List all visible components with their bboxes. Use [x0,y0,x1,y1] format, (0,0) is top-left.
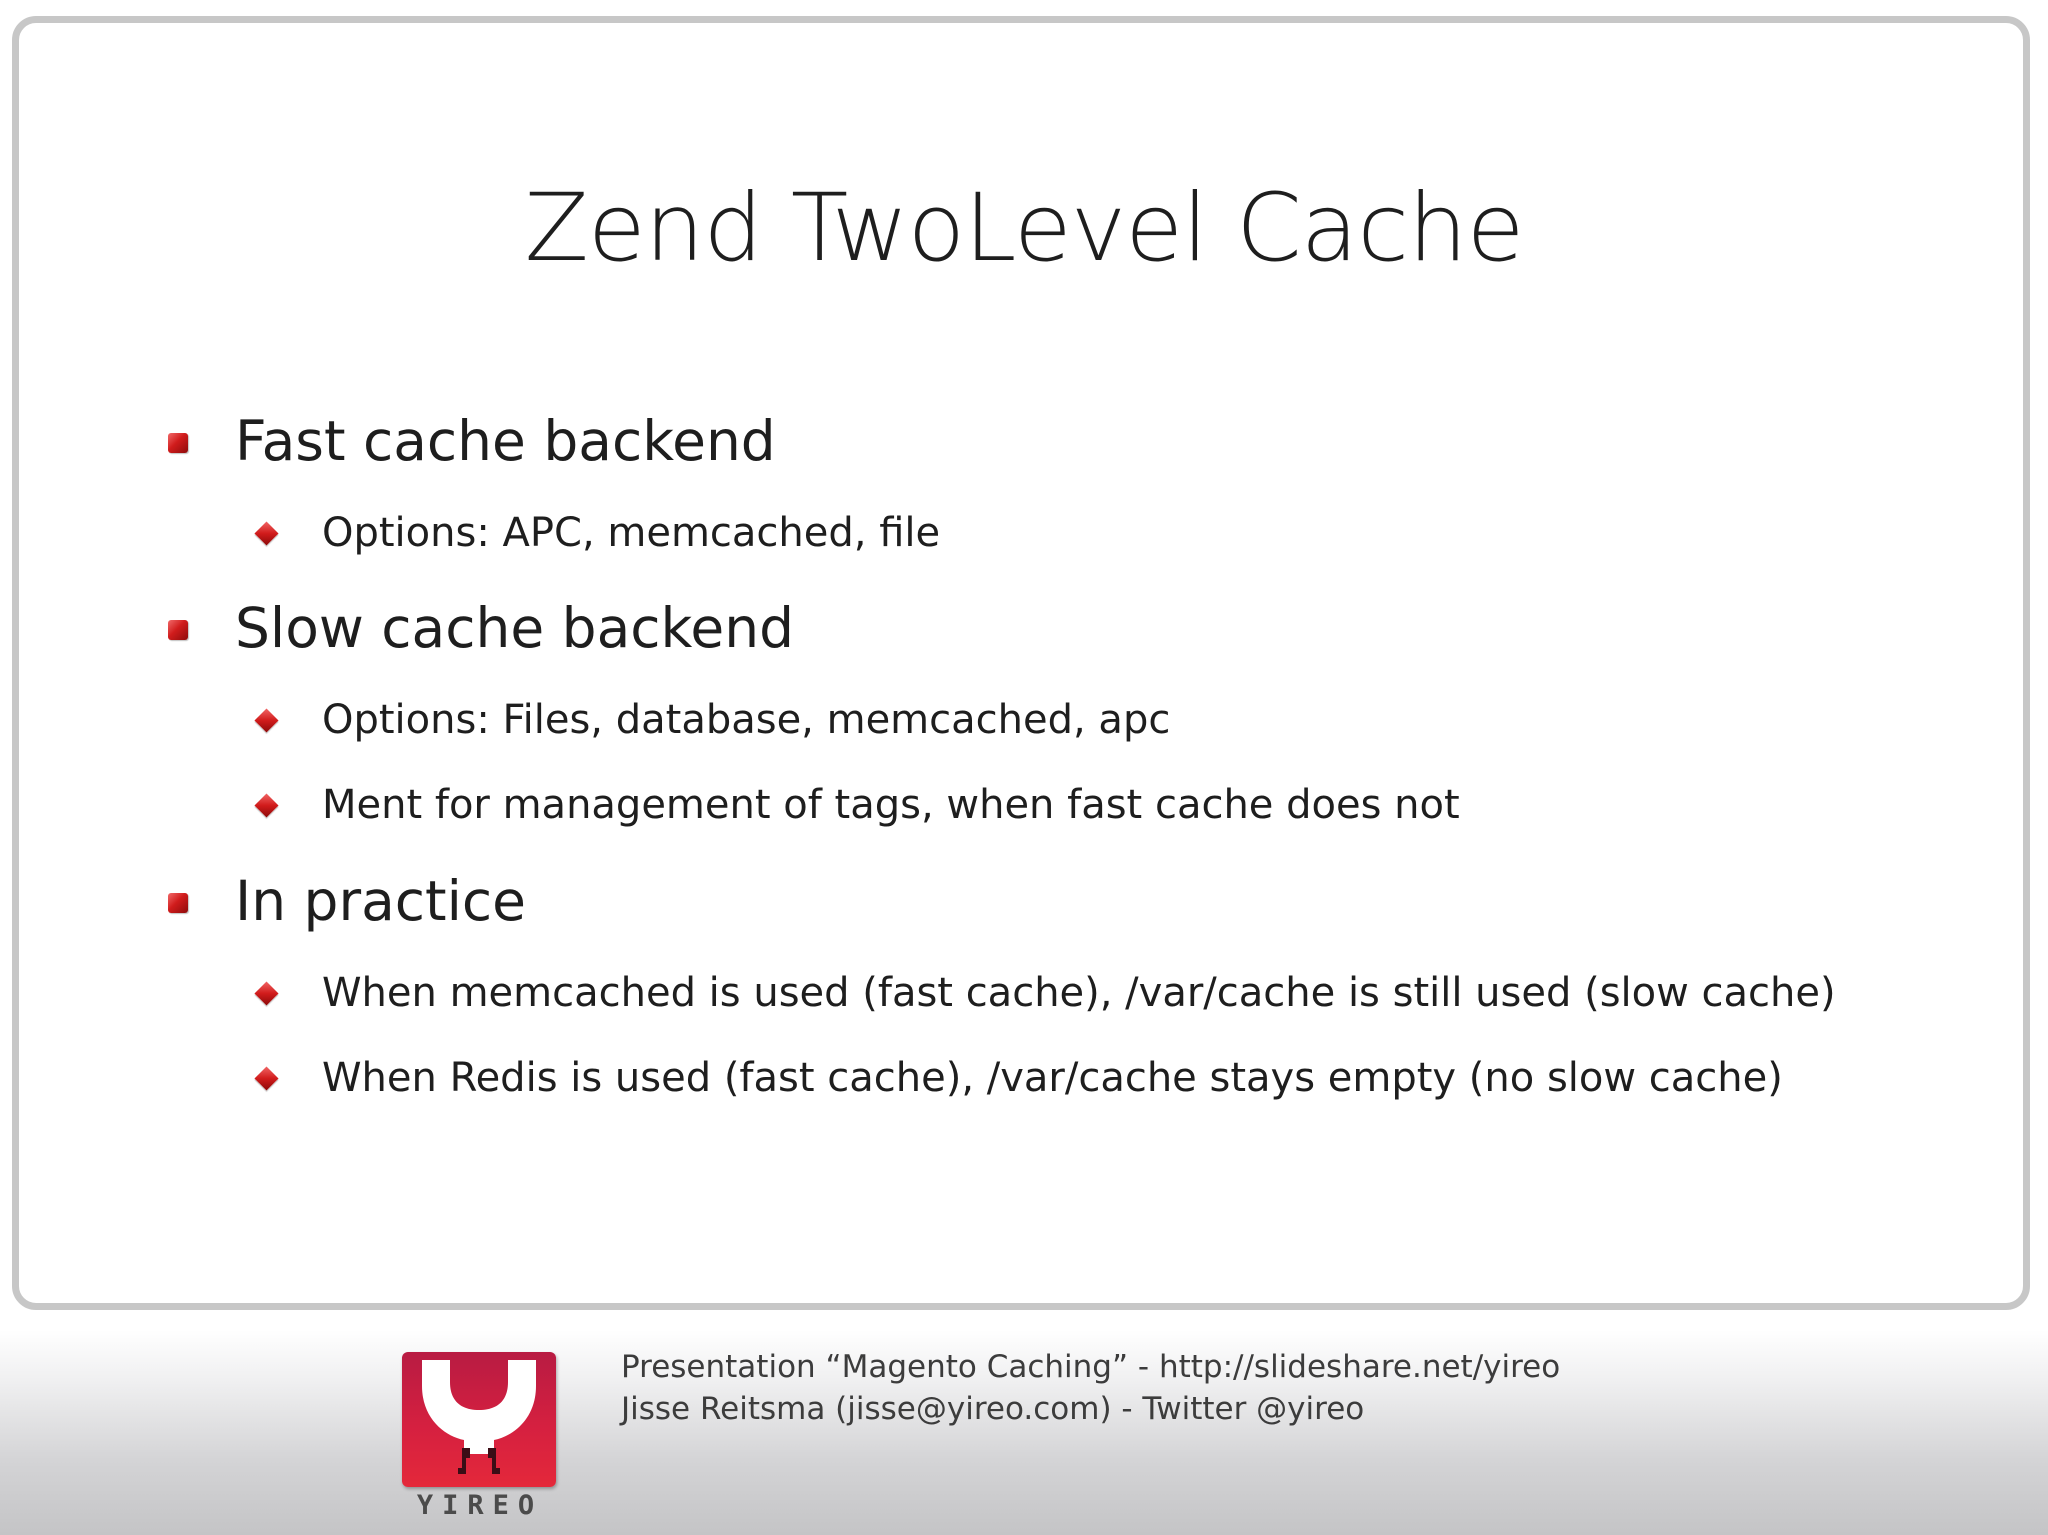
diamond-bullet-icon [254,521,278,545]
sub-bullet-text: Options: APC, memcached, file [322,510,941,556]
diamond-bullet-icon [254,793,278,817]
diamond-bullet-icon [254,981,278,1005]
bullet-text: Slow cache backend [235,596,795,660]
square-bullet-icon [168,893,188,913]
sub-bullet-text: When memcached is used (fast cache), /var/cache is still used (slow cache) [322,970,1836,1016]
yireo-logo [400,1350,560,1520]
sub-bullet-text: Ment for management of tags, when fast cache does not [322,782,1460,828]
square-bullet-icon [168,620,188,640]
logo-tile [402,1352,556,1487]
bullet-text: In practice [235,869,526,933]
sub-bullet-text: When Redis is used (fast cache), /var/cache stays empty (no slow cache) [322,1055,1783,1101]
logo-mark-icon [402,1352,556,1487]
bullet-text: Fast cache backend [235,409,776,473]
diamond-bullet-icon [254,708,278,732]
sub-bullet-text: Options: Files, database, memcached, apc [322,697,1171,743]
footer-line-author: Jisse Reitsma (jisse@yireo.com) - Twitter @yireo [621,1391,1365,1427]
square-bullet-icon [168,433,188,453]
slide-footer [0,1318,2048,1535]
slide-title: Zend TwoLevel Cache [524,174,1524,283]
footer-line-presentation: Presentation “Magento Caching” - http://slideshare.net/yireo [621,1349,1561,1385]
diamond-bullet-icon [254,1066,278,1090]
logo-wordmark: YIREO [416,1490,544,1521]
